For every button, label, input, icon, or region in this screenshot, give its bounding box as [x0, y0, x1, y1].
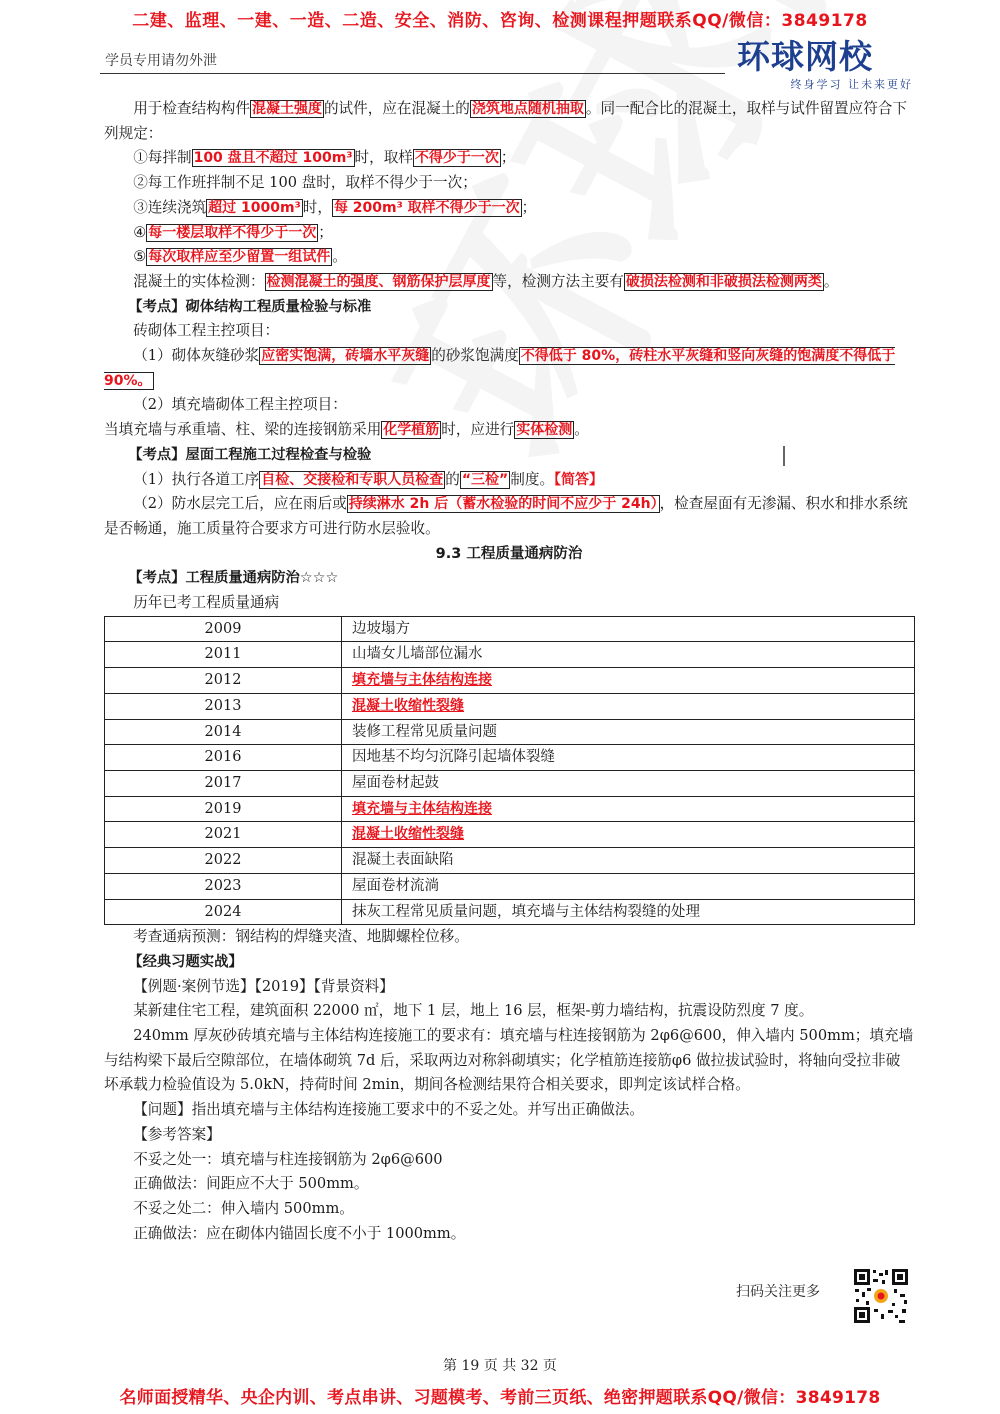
rule-4	[104, 221, 914, 246]
year-cell: 2009	[105, 616, 342, 642]
defect-cell: 山墙女儿墙部位漏水	[342, 642, 915, 668]
question: 【问题】指出填充墙与主体结构连接施工要求中的不妥之处。并写出正确做法。	[133, 1101, 644, 1119]
highlight: 持续淋水 2h 后（蓄水检验的时间不应少于 24h）	[348, 496, 658, 513]
text: 。	[574, 421, 589, 439]
key-point-roof: 【考点】屋面工程施工过程检查与检验	[128, 446, 372, 463]
rule-2: ②每工作班拌制不足 100 盘时，取样不得少于一次；	[133, 174, 477, 192]
text: 。	[823, 272, 839, 290]
answer-title: 【参考答案】	[133, 1125, 221, 1143]
roof-item-2	[104, 492, 914, 541]
confidential-note: 学员专用请勿外泄	[105, 53, 217, 69]
answer-type-tag: 【简答】	[554, 471, 604, 488]
highlight: 实体检测	[516, 422, 573, 439]
highlight: 混凝土强度	[251, 101, 322, 117]
masonry-intro: 砖砌体工程主控项目：	[133, 322, 280, 340]
table-row	[105, 668, 915, 694]
year-cell: 2019	[105, 796, 342, 822]
text: 等，检测方法主要有	[492, 272, 624, 290]
header-divider	[100, 73, 725, 74]
text: ；	[500, 149, 516, 167]
defect-cell: 填充墙与主体结构连接	[342, 796, 915, 822]
highlight: 超过 1000m³	[208, 199, 301, 216]
masonry-item-1	[104, 344, 914, 393]
key-point-exercise: 【经典习题实战】	[128, 953, 243, 970]
defect-cell: 因地基不均匀沉降引起墙体裂缝	[342, 745, 915, 771]
defect-cell: 边坡塌方	[342, 616, 915, 642]
highlight: 100 盘且不超过 100m³	[193, 150, 353, 167]
answer-line-1: 不妥之处一：填充墙与柱连接钢筋为 2φ6@600	[133, 1150, 443, 1168]
text: （1）执行各道工序	[133, 470, 260, 488]
text: ①每拌制	[133, 149, 192, 167]
answer-line-2: 正确做法：间距应不大于 500mm。	[133, 1175, 369, 1193]
forecast: 考查通病预测：钢结构的焊缝夹渣、地脚螺栓位移。	[133, 928, 469, 946]
text: 。同一配合比的混凝土，取样与试件留置应符合下列规定：	[104, 100, 907, 142]
defect-cell: 屋面卷材流淌	[342, 873, 915, 899]
background-paragraph-2: 240mm 厚灰砂砖填充墙与主体结构连接施工的要求有：填充墙与柱连接钢筋为 2φ6@600，伸入墙内 500mm；填充墙与结构梁下最后空隙部位，在墙体砌筑 7d 后，采取两边对称斜砌填实；化学植筋连接筋φ6 做拉拔试验时，将轴向受拉非破坏承载力检验值设为 5.0kN，持荷时间 2min，期间各检测结果符合相关要求，即判定该试样合格。	[104, 1027, 914, 1094]
table-row	[105, 770, 915, 796]
table-row	[105, 848, 915, 874]
text: ④	[133, 223, 147, 241]
year-cell: 2011	[105, 642, 342, 668]
table-row	[105, 693, 915, 719]
paragraph-entity-test	[104, 270, 914, 295]
rule-1	[104, 146, 914, 171]
text: 制度。	[510, 470, 555, 488]
table-intro: 历年已考工程质量通病	[133, 594, 280, 612]
text: 。	[332, 248, 347, 266]
text: 时，	[302, 198, 332, 216]
table-row	[105, 745, 915, 771]
year-cell: 2013	[105, 693, 342, 719]
text: ③连续浇筑	[133, 198, 207, 216]
text: （2）防水层完工后，应在雨后或	[133, 495, 347, 513]
defect-cell: 混凝土表面缺陷	[342, 848, 915, 874]
example-tags: 【例题·案例节选】【2019】【背景资料】	[133, 977, 394, 995]
text: 时，应进行	[441, 421, 515, 439]
page-number: 第 19 页 共 32 页	[443, 1358, 557, 1374]
highlight: 检测混凝土的强度、钢筋保护层厚度	[266, 273, 491, 290]
year-cell: 2023	[105, 873, 342, 899]
highlight: “三检”	[461, 471, 509, 488]
table-row	[105, 822, 915, 848]
answer-line-3: 不妥之处二：伸入墙内 500mm。	[133, 1199, 354, 1217]
highlight: 每一楼层取样不得少于一次	[148, 224, 317, 241]
text: ⑤	[133, 248, 147, 266]
text: 的	[445, 470, 460, 488]
text: ；	[318, 223, 333, 241]
table-row	[105, 719, 915, 745]
qr-code-icon[interactable]	[852, 1267, 910, 1325]
logo-slogan: 终身学习 让未来更好	[790, 78, 913, 91]
top-contact-banner: 二建、监理、一建、一造、二造、安全、消防、咨询、检测课程押题联系QQ/微信：3849178	[132, 11, 868, 31]
defect-cell: 混凝土收缩性裂缝	[342, 693, 915, 719]
brand-logo	[737, 37, 917, 96]
highlight: 每次取样应至少留置一组试件	[148, 249, 331, 266]
text: 当填充墙与承重墙、柱、梁的连接钢筋采用	[104, 421, 382, 439]
defect-cell: 填充墙与主体结构连接	[342, 668, 915, 694]
defect-cell: 屋面卷材起鼓	[342, 770, 915, 796]
defects-table	[104, 616, 915, 925]
year-cell: 2014	[105, 719, 342, 745]
masonry-item-2: （2）填充墙砌体工程主控项目：	[133, 396, 347, 414]
year-cell: 2017	[105, 770, 342, 796]
roof-item-1	[104, 468, 914, 493]
key-point-defects: 【考点】工程质量通病防治☆☆☆	[128, 570, 339, 587]
highlight: 每 200m³ 取样不得少于一次	[333, 199, 520, 216]
text: 时，取样	[354, 149, 413, 167]
paragraph-specimen	[104, 97, 914, 146]
text: 混凝土的实体检测：	[133, 272, 265, 290]
text: （1）砌体灰缝砂浆	[133, 347, 260, 365]
defect-cell: 抹灰工程常见质量问题，填充墙与主体结构裂缝的处理	[342, 899, 915, 925]
highlight: 化学植筋	[383, 422, 440, 439]
defect-cell: 混凝土收缩性裂缝	[342, 822, 915, 848]
answer-line-4: 正确做法：应在砌体内锚固长度不小于 1000mm。	[133, 1224, 466, 1242]
highlight: 应密实饱满，砖墙水平灰缝	[261, 348, 430, 365]
rule-3	[104, 196, 914, 221]
text: 的砂浆饱满度	[431, 347, 519, 365]
highlight: 破损法检测和非破损法检测两类	[625, 273, 822, 290]
background-paragraph-1: 某新建住宅工程，建筑面积 22000 ㎡，地下 1 层，地上 16 层，框架-剪力墙结构，抗震设防烈度 7 度。	[133, 1002, 814, 1020]
rule-5	[104, 245, 914, 270]
highlight: 自检、交接检和专职人员检查	[261, 471, 444, 488]
text: 用于检查结构构件	[133, 100, 250, 117]
year-cell: 2024	[105, 899, 342, 925]
qr-label: 扫码关注更多	[736, 1284, 820, 1300]
year-cell: 2016	[105, 745, 342, 771]
year-cell: 2022	[105, 848, 342, 874]
highlight: 不得低于 80%，砖柱水平灰缝和竖向灰缝的饱满度不得低于 90%。	[104, 348, 896, 389]
table-row	[105, 796, 915, 822]
defect-cell: 装修工程常见质量问题	[342, 719, 915, 745]
masonry-item-3	[104, 418, 914, 443]
year-cell: 2021	[105, 822, 342, 848]
bottom-contact-banner: 名师面授精华、央企内训、考点串讲、习题模考、考前三页纸、绝密押题联系QQ/微信：3849178	[119, 1388, 881, 1408]
section-title: 9.3 工程质量通病防治	[435, 545, 583, 562]
text: ；	[521, 198, 537, 216]
year-cell: 2012	[105, 668, 342, 694]
text: 的试件，应在混凝土的	[323, 100, 470, 117]
text: ，检查屋面有无渗漏、积水和排水系统是否畅通，施工质量符合要求方可进行防水层验收。	[104, 495, 908, 537]
highlight: 不得少于一次	[414, 150, 499, 167]
key-point-masonry: 【考点】砌体结构工程质量检验与标准	[128, 298, 372, 315]
table-row	[105, 642, 915, 668]
highlight: 浇筑地点随机抽取	[471, 101, 584, 117]
document-body	[104, 97, 914, 1246]
table-row	[105, 899, 915, 925]
table-row	[105, 616, 915, 642]
table-row	[105, 873, 915, 899]
logo-text: 环球网校	[737, 37, 873, 76]
